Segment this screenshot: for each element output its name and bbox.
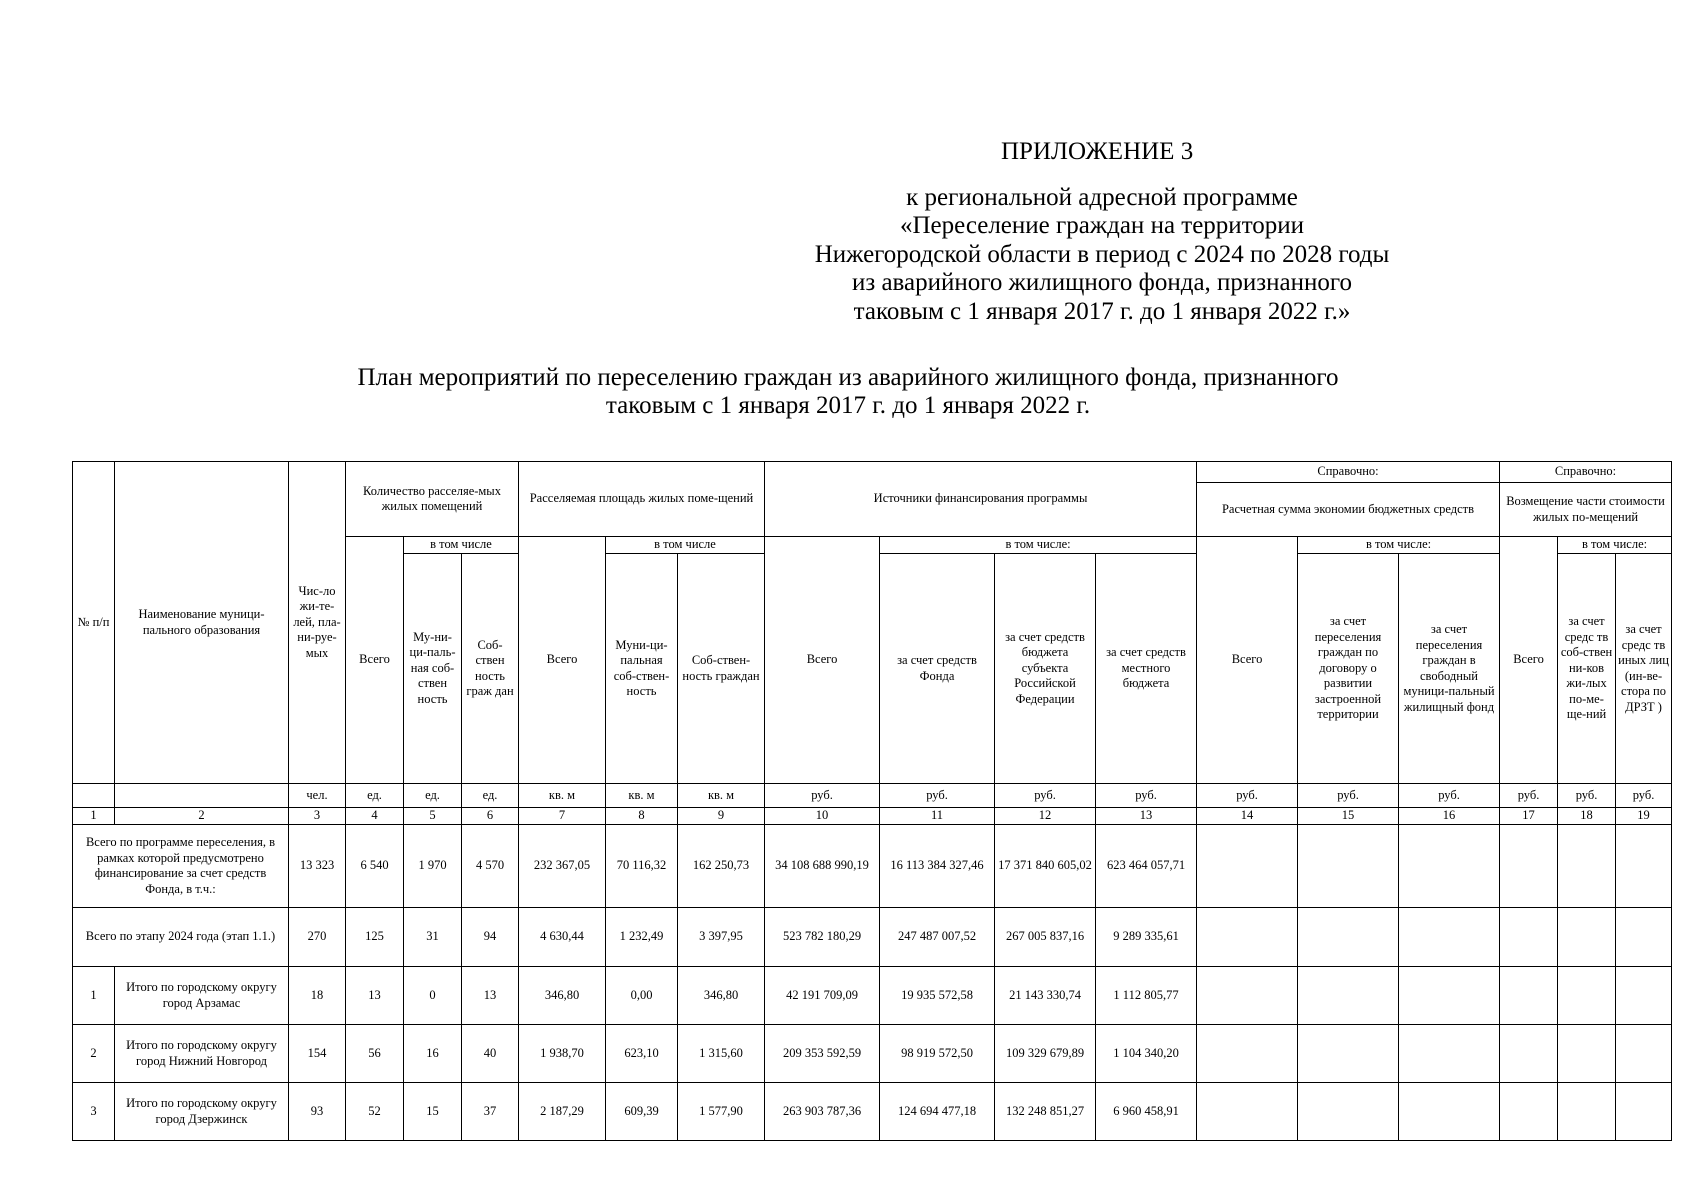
cell-area-municipal: 1 232,49: [606, 908, 678, 967]
cell-fin-local: 1 104 340,20: [1096, 1025, 1197, 1083]
column-numbers-row: [73, 808, 1672, 825]
cell-area-citizens: 3 397,95: [678, 908, 765, 967]
cell-fin-subject: 109 329 679,89: [995, 1025, 1096, 1083]
header-ref1-drzt: за счет переселения граждан по договору о развитии застроенной территории: [1298, 554, 1399, 784]
header-rooms-total: Всего: [346, 537, 404, 784]
subtitle-line: «Переселение граждан на территории: [899, 212, 1305, 240]
cell-rooms-citizens: 4 570: [462, 825, 519, 908]
empty-cell: [1197, 1025, 1298, 1083]
units-cell: кв. м: [678, 784, 765, 808]
total-program-row: [73, 825, 1672, 908]
stage-label: Всего по этапу 2024 года (этап 1.1.): [73, 908, 289, 967]
plan-title-line-1: План мероприятий по переселению граждан из аварийного жилищного фонда, признанного: [357, 364, 1339, 391]
cell-fin-total: 34 108 688 990,19: [765, 825, 880, 908]
header-area-total: Всего: [519, 537, 606, 784]
cell-rooms-citizens: 40: [462, 1025, 519, 1083]
cell-num: 1: [73, 967, 115, 1025]
cell-fin-subject: 21 143 330,74: [995, 967, 1096, 1025]
table-row: [73, 1025, 1672, 1083]
empty-cell: [1399, 1083, 1500, 1141]
units-cell: [115, 784, 289, 808]
cell-fin-local: 1 112 805,77: [1096, 967, 1197, 1025]
empty-cell: [1558, 1025, 1616, 1083]
cell-rooms-municipal: 15: [404, 1083, 462, 1141]
units-cell: руб.: [1616, 784, 1672, 808]
header-rooms-municipal: Му-ни-ци-паль-ная соб-ствен ность: [404, 554, 462, 784]
cell-fin-local: 6 960 458,91: [1096, 1083, 1197, 1141]
column-number: 13: [1096, 808, 1197, 825]
subtitle-line: к региональной адресной программе: [906, 184, 1298, 211]
column-number: 1: [73, 808, 115, 825]
cell-num: 3: [73, 1083, 115, 1141]
plan-title: [100, 364, 1596, 420]
units-cell: ед.: [404, 784, 462, 808]
empty-cell: [1616, 1025, 1672, 1083]
units-row: [73, 784, 1672, 808]
header-fin-subject: за счет средств бюджета субъекта Российской Федерации: [995, 554, 1096, 784]
empty-cell: [1616, 967, 1672, 1025]
cell-area-municipal: 609,39: [606, 1083, 678, 1141]
column-number: 7: [519, 808, 606, 825]
cell-area-total: 346,80: [519, 967, 606, 1025]
empty-cell: [1500, 908, 1558, 967]
column-number: 12: [995, 808, 1096, 825]
header-ref1-incl: в том числе:: [1298, 537, 1500, 554]
cell-area-municipal: 623,10: [606, 1025, 678, 1083]
header-fin-incl: в том числе:: [880, 537, 1197, 554]
cell-fin-total: 263 903 787,36: [765, 1083, 880, 1141]
plan-title-line-2: таковым с 1 января 2017 г. до 1 января 2022 г.: [605, 392, 1091, 419]
column-number: 14: [1197, 808, 1298, 825]
empty-cell: [1500, 1025, 1558, 1083]
cell-mo-name: Итого по городскому округу город Нижний Новгород: [115, 1025, 289, 1083]
empty-cell: [1558, 825, 1616, 908]
cell-fin-fund: 19 935 572,58: [880, 967, 995, 1025]
header-area: Расселяемая площадь жилых поме-щений: [519, 462, 765, 537]
cell-residents: 18: [289, 967, 346, 1025]
column-number: 3: [289, 808, 346, 825]
cell-fin-local: 623 464 057,71: [1096, 825, 1197, 908]
cell-rooms-municipal: 16: [404, 1025, 462, 1083]
header-ref2-incl: в том числе:: [1558, 537, 1672, 554]
cell-fin-local: 9 289 335,61: [1096, 908, 1197, 967]
empty-cell: [1298, 825, 1399, 908]
header-area-municipal: Муни-ци-пальная соб-ствен-ность: [606, 554, 678, 784]
units-cell: [73, 784, 115, 808]
cell-fin-total: 523 782 180,29: [765, 908, 880, 967]
cell-rooms-total: 125: [346, 908, 404, 967]
header-financing: Источники финансирования программы: [765, 462, 1197, 537]
cell-area-municipal: 0,00: [606, 967, 678, 1025]
empty-cell: [1500, 1083, 1558, 1141]
empty-cell: [1500, 967, 1558, 1025]
units-cell: руб.: [1197, 784, 1298, 808]
cell-area-citizens: 346,80: [678, 967, 765, 1025]
empty-cell: [1197, 825, 1298, 908]
column-number: 2: [115, 808, 289, 825]
header-ref1-free: за счет переселения граждан в свободный муници-пальный жилищный фонд: [1399, 554, 1500, 784]
header-fin-local: за счет средств местного бюджета: [1096, 554, 1197, 784]
column-number: 5: [404, 808, 462, 825]
cell-area-total: 1 938,70: [519, 1025, 606, 1083]
cell-fin-fund: 98 919 572,50: [880, 1025, 995, 1083]
header-ref2-investors: за счет средс тв иных лиц (ин-ве-стора по ДРЗТ ): [1616, 554, 1672, 784]
empty-cell: [1399, 1025, 1500, 1083]
subtitle-line: таковым с 1 января 2017 г. до 1 января 2022 г.»: [853, 297, 1351, 325]
empty-cell: [1298, 1083, 1399, 1141]
cell-rooms-municipal: 31: [404, 908, 462, 967]
cell-area-total: 4 630,44: [519, 908, 606, 967]
cell-area-municipal: 70 116,32: [606, 825, 678, 908]
total-program-label: Всего по программе переселения, в рамках которой предусмотрено финансирование за счет средств Фонда, в т.ч.:: [73, 825, 289, 908]
empty-cell: [1399, 908, 1500, 967]
header-ref2-owners: за счет средс тв соб-ствен ни-ков жи-лых по-ме-ще-ний: [1558, 554, 1616, 784]
units-cell: руб.: [1558, 784, 1616, 808]
column-number: 11: [880, 808, 995, 825]
empty-cell: [1298, 908, 1399, 967]
cell-rooms-municipal: 1 970: [404, 825, 462, 908]
cell-mo-name: Итого по городскому округу город Арзамас: [115, 967, 289, 1025]
cell-rooms-citizens: 37: [462, 1083, 519, 1141]
cell-residents: 93: [289, 1083, 346, 1141]
units-cell: руб.: [995, 784, 1096, 808]
cell-fin-fund: 16 113 384 327,46: [880, 825, 995, 908]
resettlement-table: [72, 461, 1672, 1141]
units-cell: руб.: [1298, 784, 1399, 808]
table-row: [73, 1083, 1672, 1141]
header-num: № п/п: [73, 462, 115, 784]
header-ref1-total: Всего: [1197, 537, 1298, 784]
stage-row: [73, 908, 1672, 967]
cell-num: 2: [73, 1025, 115, 1083]
header-residents: Чис-ло жи-те-лей, пла-ни-руе-мых: [289, 462, 346, 784]
cell-fin-total: 42 191 709,09: [765, 967, 880, 1025]
header-ref2-total: Всего: [1500, 537, 1558, 784]
header-ref-1-sub: Расчетная сумма экономии бюджетных средств: [1197, 483, 1500, 537]
units-cell: чел.: [289, 784, 346, 808]
column-number: 6: [462, 808, 519, 825]
header-rooms-count: Количество расселяе-мых жилых помещений: [346, 462, 519, 537]
cell-area-total: 2 187,29: [519, 1083, 606, 1141]
cell-fin-subject: 17 371 840 605,02: [995, 825, 1096, 908]
table-row: [73, 967, 1672, 1025]
empty-cell: [1616, 1083, 1672, 1141]
units-cell: руб.: [880, 784, 995, 808]
column-number: 17: [1500, 808, 1558, 825]
header-mo-name: Наименование муници-пального образования: [115, 462, 289, 784]
empty-cell: [1558, 1083, 1616, 1141]
column-number: 10: [765, 808, 880, 825]
empty-cell: [1616, 908, 1672, 967]
cell-area-total: 232 367,05: [519, 825, 606, 908]
empty-cell: [1500, 825, 1558, 908]
header-ref-1: Справочно:: [1197, 462, 1500, 483]
units-cell: руб.: [1500, 784, 1558, 808]
cell-rooms-municipal: 0: [404, 967, 462, 1025]
header-area-citizens: Соб-ствен-ность граждан: [678, 554, 765, 784]
cell-area-citizens: 1 315,60: [678, 1025, 765, 1083]
empty-cell: [1197, 908, 1298, 967]
units-cell: руб.: [1096, 784, 1197, 808]
header-ref-2: Справочно:: [1500, 462, 1672, 483]
cell-rooms-citizens: 94: [462, 908, 519, 967]
cell-fin-subject: 132 248 851,27: [995, 1083, 1096, 1141]
column-number: 16: [1399, 808, 1500, 825]
column-number: 15: [1298, 808, 1399, 825]
cell-rooms-citizens: 13: [462, 967, 519, 1025]
cell-area-citizens: 1 577,90: [678, 1083, 765, 1141]
column-number: 9: [678, 808, 765, 825]
empty-cell: [1558, 908, 1616, 967]
empty-cell: [1298, 1025, 1399, 1083]
empty-cell: [1399, 825, 1500, 908]
cell-residents: 154: [289, 1025, 346, 1083]
cell-fin-fund: 124 694 477,18: [880, 1083, 995, 1141]
units-cell: ед.: [346, 784, 404, 808]
empty-cell: [1197, 1083, 1298, 1141]
cell-rooms-total: 52: [346, 1083, 404, 1141]
units-cell: кв. м: [519, 784, 606, 808]
cell-area-citizens: 162 250,73: [678, 825, 765, 908]
empty-cell: [1298, 967, 1399, 1025]
cell-rooms-total: 13: [346, 967, 404, 1025]
subtitle-line: Нижегородской области в период с 2024 по 2028 годы: [814, 240, 1390, 268]
units-cell: руб.: [1399, 784, 1500, 808]
empty-cell: [1197, 967, 1298, 1025]
appendix-subtitle: [770, 184, 1434, 326]
units-cell: руб.: [765, 784, 880, 808]
empty-cell: [1558, 967, 1616, 1025]
cell-rooms-total: 6 540: [346, 825, 404, 908]
column-number: 4: [346, 808, 404, 825]
header-rooms-incl: в том числе: [404, 537, 519, 554]
appendix-title: ПРИЛОЖЕНИЕ 3: [1001, 138, 1194, 165]
empty-cell: [1616, 825, 1672, 908]
cell-fin-fund: 247 487 007,52: [880, 908, 995, 967]
empty-cell: [1399, 967, 1500, 1025]
cell-rooms-total: 56: [346, 1025, 404, 1083]
column-number: 8: [606, 808, 678, 825]
cell-fin-total: 209 353 592,59: [765, 1025, 880, 1083]
header-fin-fund: за счет средств Фонда: [880, 554, 995, 784]
cell-residents: 270: [289, 908, 346, 967]
cell-fin-subject: 267 005 837,16: [995, 908, 1096, 967]
header-ref-2-sub: Возмещение части стоимости жилых по-мещений: [1500, 483, 1672, 537]
cell-mo-name: Итого по городскому округу город Дзержинск: [115, 1083, 289, 1141]
units-cell: кв. м: [606, 784, 678, 808]
column-number: 19: [1616, 808, 1672, 825]
header-rooms-citizens: Соб-ствен ность граж дан: [462, 554, 519, 784]
header-fin-total: Всего: [765, 537, 880, 784]
column-number: 18: [1558, 808, 1616, 825]
subtitle-line: из аварийного жилищного фонда, признанного: [851, 269, 1353, 297]
header-area-incl: в том числе: [606, 537, 765, 554]
cell-residents: 13 323: [289, 825, 346, 908]
units-cell: ед.: [462, 784, 519, 808]
